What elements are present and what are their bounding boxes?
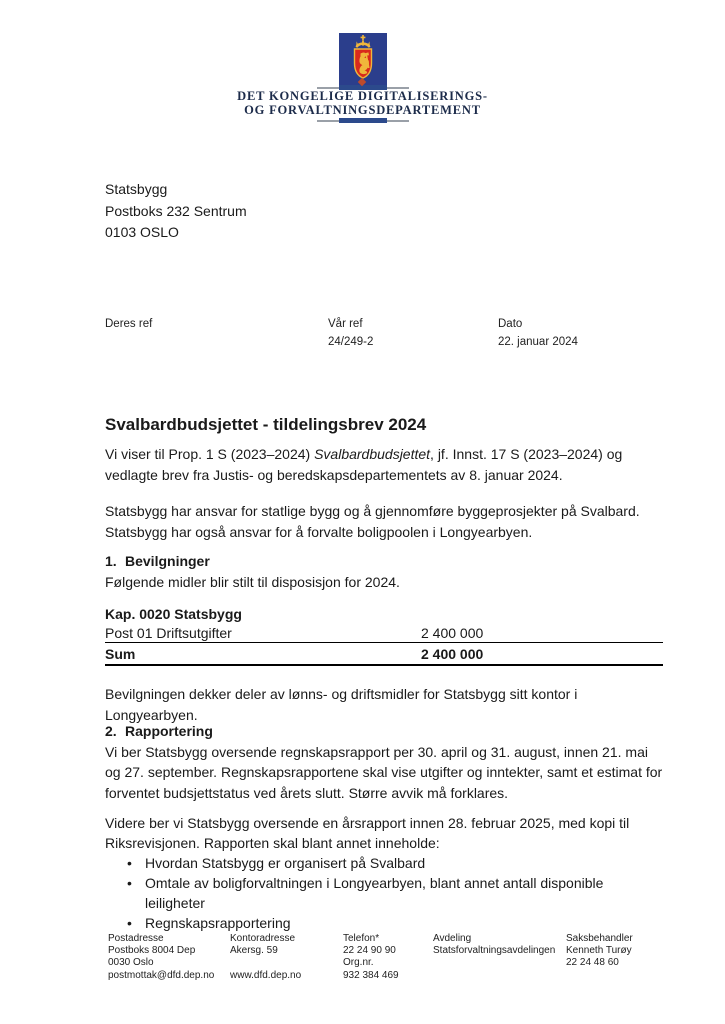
- footer-value: 22 24 90 90: [343, 945, 396, 957]
- section1-title: Bevilgninger: [125, 553, 210, 569]
- footer-label: Org.nr.: [343, 957, 374, 969]
- table-sum-row: [105, 643, 663, 666]
- footer-value: 0030 Oslo: [108, 957, 154, 969]
- budget-table: [105, 603, 663, 666]
- letter-title: Svalbardbudsjettet - tildelingsbrev 2024: [105, 415, 427, 434]
- ministry-name-line1: DET KONGELIGE DIGITALISERINGS-: [237, 89, 488, 103]
- ornament-bar-bottom: [317, 118, 409, 123]
- paragraph-responsibility: Statsbygg har ansvar for statlige bygg og å gjennomføre byggeprosjekter på Svalbard. Statsbygg har også ansvar for å forvalte boligpoolen i Longyearbyen.: [105, 503, 640, 540]
- footer-label: Telefon*: [343, 933, 380, 944]
- paragraph-intro-text: Vi viser til Prop. 1 S (2023–2024): [105, 446, 315, 462]
- footer-label: Kontoradresse: [230, 933, 296, 944]
- recipient-street: Postboks 232 Sentrum: [105, 202, 247, 219]
- section-rapportering: [105, 721, 663, 803]
- dato-value: 22. januar 2024: [498, 336, 578, 348]
- footer-value: [230, 957, 301, 969]
- footer-value: Akersg. 59: [230, 945, 278, 957]
- norwegian-coat-of-arms-icon: [339, 33, 387, 85]
- ministry-name: [0, 89, 725, 117]
- recipient-address: [105, 179, 247, 244]
- footer-label: Avdeling: [433, 933, 472, 944]
- deres-ref-label: Deres ref: [105, 318, 153, 330]
- section2-paragraph1: Vi ber Statsbygg oversende regnskapsrapport per 30. april og 31. august, innen 21. mai og 27. september. Regnskapsrapportene skal vise utgifter og inntekter, samt et estimat for forventet budsjettstatus ved årets slutt. Større avvik må forklares.: [105, 743, 663, 801]
- section2-number: 2.: [105, 723, 117, 739]
- footer-value: 932 384 469: [343, 969, 399, 981]
- footer-value: 22 24 48 60: [566, 957, 619, 969]
- table-sum-value: 2 400 000: [421, 646, 484, 662]
- paragraph-arsrapport: [105, 813, 663, 933]
- recipient-city: 0103 OSLO: [105, 224, 179, 240]
- paragraph-intro-italic: Svalbardbudsjettet: [314, 446, 431, 462]
- footer-label: Postadresse: [108, 933, 164, 944]
- footer-value: Kenneth Turøy: [566, 945, 632, 957]
- section-bevilgninger: [105, 551, 663, 592]
- bullet-item: • Hvordan Statsbygg er organisert på Svalbard: [127, 853, 663, 873]
- table-caption: Kap. 0020 Statsbygg: [105, 606, 242, 622]
- section1-number: 1.: [105, 553, 117, 569]
- footer-value: Postboks 8004 Dep: [108, 945, 196, 957]
- footer-label: Saksbehandler: [566, 933, 633, 944]
- ministry-name-line2: OG FORVALTNINGSDEPARTEMENT: [244, 103, 481, 117]
- section2-title: Rapportering: [125, 723, 213, 739]
- footer-kontoradresse: [230, 933, 301, 982]
- table-row: [105, 625, 663, 643]
- footer-email: postmottak@dfd.dep.no: [108, 969, 215, 981]
- footer-saksbehandler: [566, 933, 633, 970]
- bullet-item: • Omtale av boligforvaltningen i Longyearbyen, blant annet antall disponible leiligheter: [127, 873, 663, 913]
- section2-heading: [105, 721, 663, 742]
- paragraph-bevilgning-note: Bevilgningen dekker deler av lønns- og driftsmidler for Statsbygg sitt kontor i Longyearbyen.: [105, 686, 578, 723]
- footer-avdeling: [433, 933, 555, 957]
- section1-intro: Følgende midler blir stilt til disposisjon for 2024.: [105, 573, 400, 590]
- section1-heading: [105, 551, 663, 572]
- var-ref-label: Vår ref: [328, 318, 363, 330]
- table-row-label: Post 01 Driftsutgifter: [105, 625, 232, 641]
- table-row-value: 2 400 000: [421, 625, 484, 641]
- arsrapport-text: Videre ber vi Statsbygg oversende en årsrapport innen 28. februar 2025, med kopi til Riksrevisjonen. Rapporten skal blant annet inneholde:: [105, 815, 630, 851]
- paragraph-intro-rest: , jf. Innst. 17 S (2023–2024) og vedlagte brev fra Justis- og beredskapsdepartementets av 8. januar 2024.: [105, 446, 623, 483]
- arsrapport-bullet-list: [105, 853, 663, 933]
- footer-value: Statsforvaltningsavdelingen: [433, 945, 556, 957]
- recipient-name: Statsbygg: [105, 181, 168, 197]
- dato-label: Dato: [498, 318, 523, 330]
- var-ref-value: 24/249-2: [328, 336, 374, 348]
- footer-website: www.dfd.dep.no: [230, 969, 302, 981]
- bullet-item: • Regnskapsrapportering: [127, 913, 663, 933]
- footer-postadresse: [108, 933, 214, 982]
- paragraph-intro: [105, 444, 663, 485]
- table-sum-label: Sum: [105, 646, 136, 662]
- ornament-blue-segment: [339, 118, 387, 123]
- footer-telefon: [343, 933, 399, 982]
